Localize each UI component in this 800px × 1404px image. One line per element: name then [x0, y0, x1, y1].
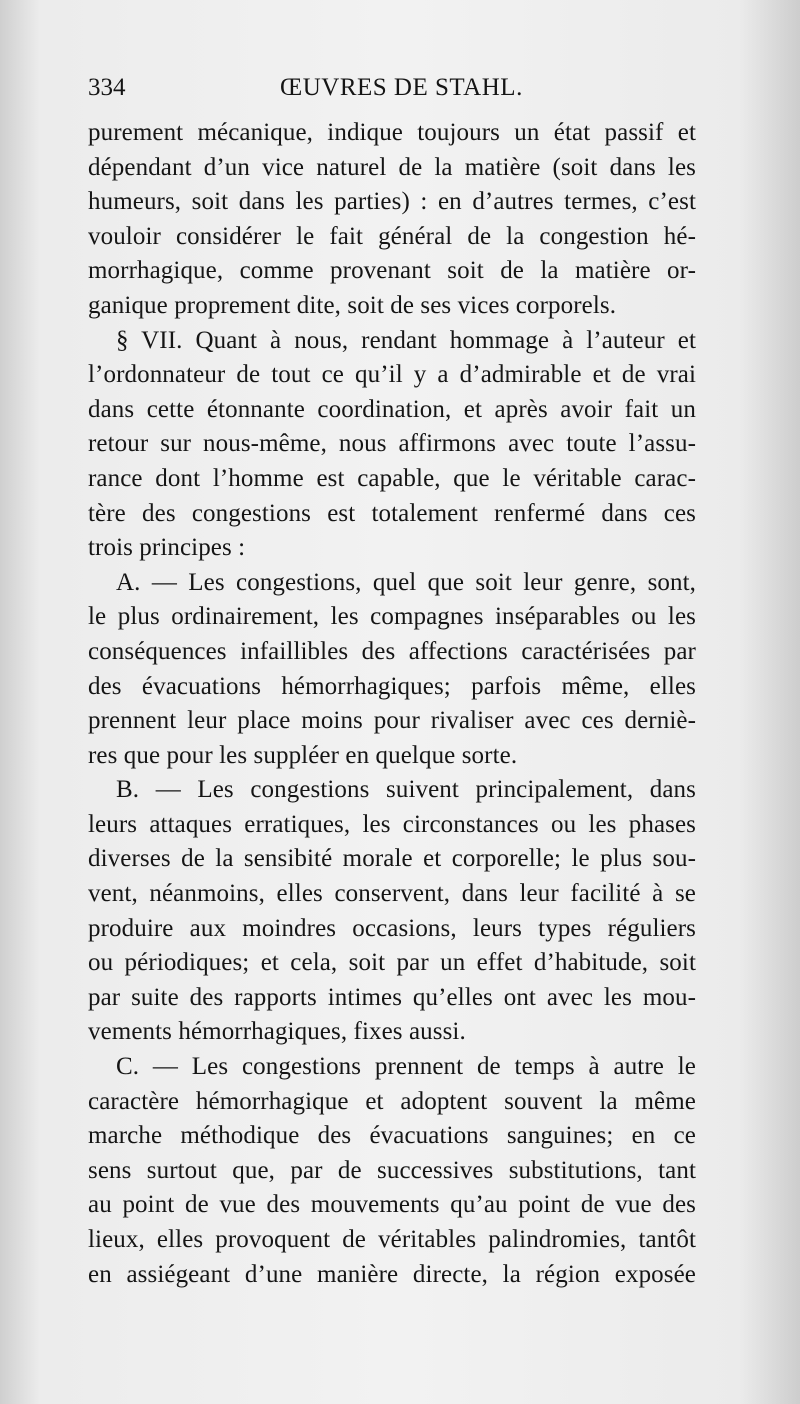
- text-line: A. — Les congestions, quel que soit leur genre, sont,: [116, 568, 696, 596]
- text-line: en assiégeant d’une manière directe, la région exposée: [88, 1260, 696, 1288]
- text-line: caractère hémorrhagique et adoptent souvent la même: [88, 1087, 696, 1115]
- text-line: purement mécanique, indique toujours un état passif et: [88, 119, 696, 146]
- text-line: vouloir considérer le fait général de la congestion hé-: [88, 222, 696, 250]
- text-line: tère des congestions est totalement renfermé dans ces: [88, 499, 696, 527]
- text-line: humeurs, soit dans les parties) : en d’autres termes, c’est: [88, 188, 696, 216]
- text-line: des évacuations hémorrhagiques; parfois même, elles: [88, 672, 696, 700]
- text-line: sens surtout que, par de successives substitutions, tant: [88, 1156, 696, 1184]
- page-header: [88, 68, 700, 108]
- text-line: rance dont l’homme est capable, que le véritable carac-: [88, 464, 696, 492]
- running-head: ŒUVRES DE STAHL.: [280, 74, 523, 101]
- text-line: ganique proprement dite, soit de ses vices corporels.: [88, 291, 617, 319]
- text-line: marche méthodique des évacuations sanguines; en ce: [88, 1122, 696, 1150]
- text-line: le plus ordinairement, les compagnes inséparables ou les: [88, 603, 696, 631]
- text-line: lieux, elles provoquent de véritables palindromies, tantôt: [88, 1226, 696, 1253]
- text-line: § VII. Quant à nous, rendant hommage à l’auteur et: [116, 326, 696, 354]
- text-line: au point de vue des mouvements qu’au point de vue des: [88, 1191, 696, 1219]
- text-line: C. — Les congestions prennent de temps à autre le: [116, 1053, 696, 1081]
- text-line: prennent leur place moins pour rivaliser avec ces derniè-: [88, 707, 696, 735]
- text-line: trois principes :: [88, 534, 246, 562]
- text-line: morrhagique, comme provenant soit de la matière or-: [88, 257, 696, 285]
- text-line: dans cette étonnante coordination, et après avoir fait un: [88, 395, 696, 423]
- text-line: diverses de la sensibité morale et corporelle; le plus sou-: [88, 845, 696, 873]
- text-line: res que pour les suppléer en quelque sorte.: [88, 741, 518, 769]
- text-line: produire aux moindres occasions, leurs types réguliers: [88, 914, 696, 942]
- text-line: conséquences infaillibles des affections caractérisées par: [88, 637, 696, 665]
- page-number: 334: [88, 74, 126, 101]
- text-line: B. — Les congestions suivent principalement, dans: [116, 776, 696, 804]
- text-line: retour sur nous-même, nous affirmons avec toute l’assu-: [88, 430, 696, 458]
- text-line: vements hémorrhagiques, fixes aussi.: [88, 1018, 466, 1046]
- text-line: ou périodiques; et cela, soit par un effet d’habitude, soit: [88, 949, 696, 977]
- body-text: [88, 116, 696, 1292]
- text-line: dépendant d’un vice naturel de la matière (soit dans les: [88, 153, 696, 181]
- text-line: vent, néanmoins, elles conservent, dans leur facilité à se: [88, 880, 696, 908]
- text-line: l’ordonnateur de tout ce qu’il y a d’admirable et de vrai: [88, 361, 696, 389]
- text-line: par suite des rapports intimes qu’elles ont avec les mou-: [88, 983, 696, 1011]
- text-line: leurs attaques erratiques, les circonstances ou les phases: [88, 810, 696, 838]
